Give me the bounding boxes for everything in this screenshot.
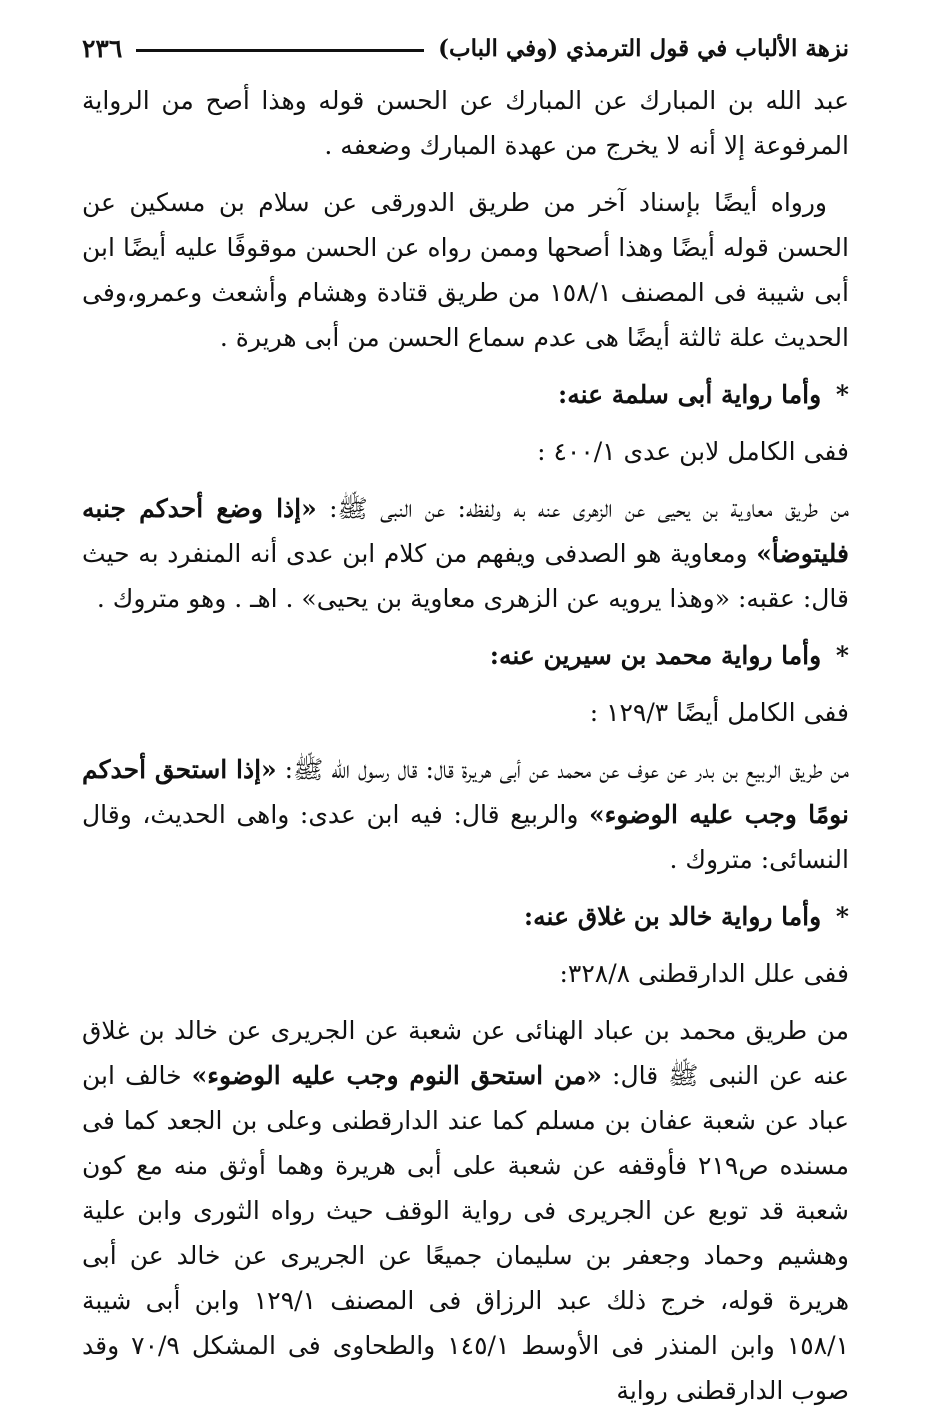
running-header: [82, 28, 849, 68]
paragraph-4-part-b: والربيع قال: فيه ابن عدى: واهى الحديث، وقال النسائى: متروك .: [82, 800, 849, 874]
hadith-quote-2: «إذا استحق أحدكم نومًا وجب عليه الوضوء»: [82, 755, 849, 829]
source-reference-1: ففى الكامل لابن عدى ٤٠٠/١ :: [537, 437, 849, 466]
page-number: ٢٣٦: [82, 33, 123, 63]
paragraph-4-part-a: من طريق الربيع بن بدر عن عوف عن محمد عن أبى هريرة قال: قال رسول الله ﷺ:: [276, 755, 849, 784]
paragraph-5-part-a: من طريق محمد بن عباد الهنائى عن شعبة عن الجريرى عن خالد بن غلاق عنه عن النبى ﷺ قال:: [82, 1016, 849, 1090]
heading-text: وأما رواية محمد بن سيرين عنه:: [489, 641, 822, 670]
section-heading-ibn-sirin: [82, 633, 849, 678]
header-rule: [136, 49, 424, 52]
paragraph-1: عبد الله بن المبارك عن المبارك عن الحسن قوله وهذا أصح من الرواية المرفوعة إلا أنه لا يخرج من عهدة المبارك وضعفه .: [82, 86, 849, 160]
source-reference-3: ففى علل الدارقطنى ٣٢٨/٨:: [559, 959, 849, 988]
paragraph-3: [82, 486, 849, 621]
hadith-quote-3: «من استحق النوم وجب عليه الوضوء»: [191, 1061, 602, 1090]
page-body: [82, 78, 849, 1413]
hadith-quote-1: «إذا وضع أحدكم جنبه فليتوضأ»: [82, 494, 849, 568]
asterisk-icon: *: [835, 641, 849, 670]
paragraph-2: ورواه أيضًا بإسناد آخر من طريق الدورقى عن سلام بن مسكين عن الحسن قوله أيضًا وهذا أصحها وممن رواه عن الحسن موقوفًا عليه أيضًا ابن أبى شيبة فى المصنف ١٥٨/١ من طريق قتادة وهشام وأشعث وعمرو،وفى الحديث علة ثالثة أيضًا هى عدم سماع الحسن من أبى هريرة .: [82, 188, 849, 352]
asterisk-icon: *: [835, 902, 849, 931]
asterisk-icon: *: [835, 380, 849, 409]
section-heading-abi-salama: [82, 372, 849, 417]
running-title: نزهة الألباب في قول الترمذي (وفي الباب): [438, 34, 849, 62]
paragraph-5: [82, 1008, 849, 1413]
paragraph-3-part-b: ومعاوية هو الصدفى ويفهم من كلام ابن عدى أنه المنفرد به حيث قال: عقبه: «وهذا يرويه عن الزهرى معاوية بن يحيى» . اهـ . وهو متروك .: [82, 539, 849, 613]
paragraph-3-part-a: من طريق معاوية بن يحيى عن الزهرى عنه به ولفظه: عن النبى ﷺ:: [316, 494, 849, 523]
heading-text: وأما رواية خالد بن غلاق عنه:: [523, 902, 822, 931]
paragraph-4: [82, 747, 849, 882]
paragraph-5-part-b: خالف ابن عباد عن شعبة عفان بن مسلم كما عند الدارقطنى وعلى بن الجعد كما فى مسنده ص٢١٩ فأوقفه عن شعبة على أبى هريرة وهما أوثق منه مع كون شعبة قد توبع عن الجريرى فى رواية الوقف حيث رواه الثورى وابن علية وهشيم وحماد وجعفر بن سليمان جميعًا عن الجريرى عن خالد عن أبى هريرة قوله، خرج ذلك عبد الرزاق فى المصنف ١٢٩/١ وابن أبى شيبة ١٥٨/١ وابن المنذر فى الأوسط ١٤٥/١ والطحاوى فى المشكل ٧٠/٩ وقد صوب الدارقطنى رواية: [82, 1061, 850, 1405]
heading-text: وأما رواية أبى سلمة عنه:: [557, 380, 822, 409]
section-heading-khalid-ibn-ghallaq: [82, 894, 849, 939]
source-reference-2: ففى الكامل أيضًا ١٢٩/٣ :: [589, 698, 849, 727]
